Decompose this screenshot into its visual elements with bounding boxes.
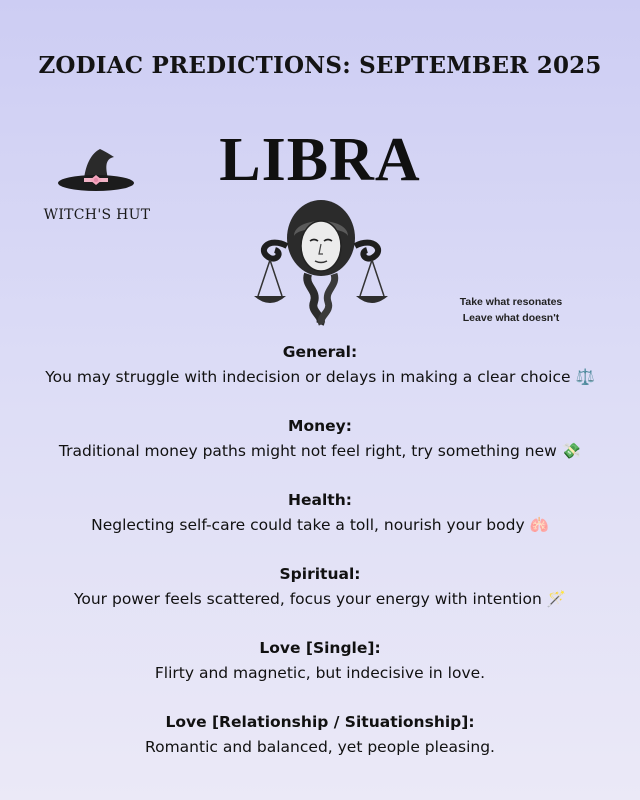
section-spiritual <box>0 562 640 612</box>
page-title: ZODIAC PREDICTIONS: SEPTEMBER 2025 <box>38 52 602 79</box>
guidance-note <box>436 294 586 326</box>
predictions-list <box>0 340 640 784</box>
section-text: Your power feels scattered, focus your energy with intention 🪄 <box>73 590 567 608</box>
section-general <box>0 340 640 390</box>
section-text: Flirty and magnetic, but indecisive in love. <box>154 664 486 682</box>
brand-name: WITCH'S HUT <box>43 207 151 223</box>
section-text: Romantic and balanced, yet people pleasing. <box>145 738 495 756</box>
section-text: Neglecting self-care could take a toll, nourish your body 🫁 <box>91 516 549 534</box>
section-heading: Spiritual: <box>279 565 361 583</box>
section-heading: General: <box>282 343 358 361</box>
libra-scales-icon <box>248 196 394 326</box>
section-heading: Love [Single]: <box>259 639 381 657</box>
guidance-line-2: Leave what doesn't <box>462 312 560 324</box>
section-love-single <box>0 636 640 686</box>
zodiac-sign-title: LIBRA <box>219 126 421 194</box>
section-heading: Love [Relationship / Situationship]: <box>165 713 475 731</box>
section-heading: Money: <box>288 417 352 435</box>
brand-logo <box>34 145 160 241</box>
witch-hat-icon <box>56 145 136 205</box>
guidance-line-1: Take what resonates <box>459 296 563 308</box>
section-health <box>0 488 640 538</box>
section-money <box>0 414 640 464</box>
section-text: Traditional money paths might not feel right, try something new 💸 <box>58 442 582 460</box>
section-love-relationship <box>0 710 640 760</box>
section-heading: Health: <box>288 491 352 509</box>
section-text: You may struggle with indecision or delays in making a clear choice ⚖️ <box>45 368 595 386</box>
